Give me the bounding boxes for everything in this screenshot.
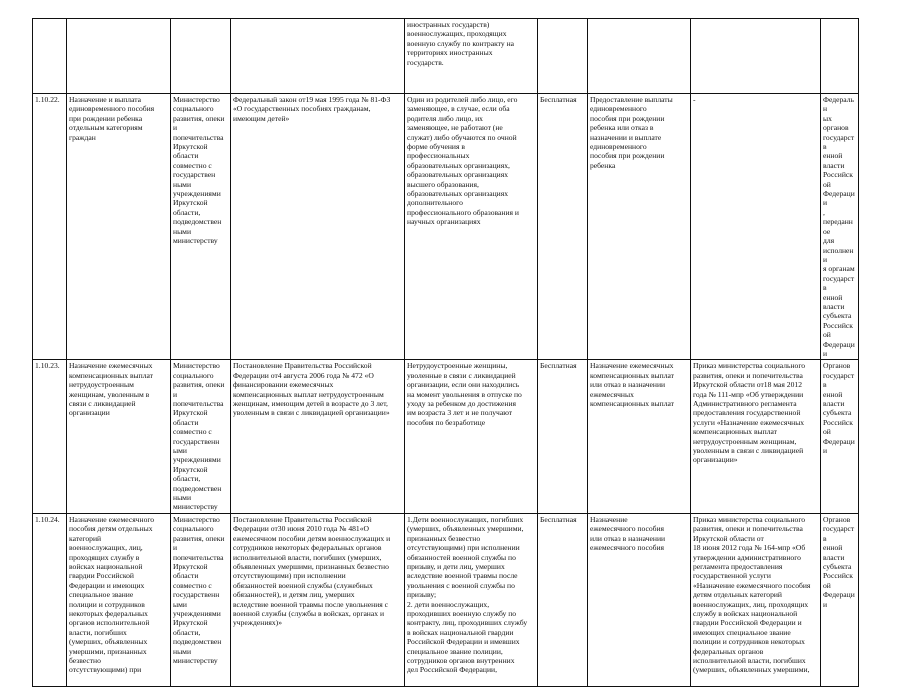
cell-result xyxy=(588,19,691,94)
cell-provider: Министерство социального развития, опеки и попечительства Иркутской области совместно с государственн ыми учреждениями Иркутской области, подведомствен ными министерству xyxy=(171,513,231,686)
cell-payment xyxy=(538,19,588,94)
table-row xyxy=(33,513,859,686)
cell-legal-basis xyxy=(231,19,405,94)
cell-regulation: Приказ министерства социального развития, опеки и попечительства Иркутской области от18 мая 2012 года № 111-мпр «Об утверждении Административного регламента предоставления государственной услуги «Назначение ежемесячных компенсационных выплат нетрудоустроенным женщинам, уволенным в связи с ликвидацией организации» xyxy=(691,360,821,514)
cell-result: Назначение ежемесячных компенсационных выплат или отказ в назначении ежемесячных компенсационных выплат xyxy=(588,360,691,514)
cell-service-name: Назначение ежемесячных компенсационных выплат нетрудоустроенным женщинам, уволенным в связи с ликвидацией организации xyxy=(67,360,171,514)
cell-service-name xyxy=(67,19,171,94)
cell-result: Назначение ежемесячного пособия или отказ в назначении ежемесячного пособия xyxy=(588,513,691,686)
cell-recipients: иностранных государств) военнослужащих, проходящих военную службу по контракту на территориях иностранных государств. xyxy=(405,19,538,94)
cell-provider: Министерство социального развития, опеки и попечительства Иркутской области совместно с государственн ыми учреждениями Иркутской области, подведомствен ными министерству xyxy=(171,360,231,514)
cell-service-name: Назначение и выплата единовременного пособия при рождении ребенка отдельным категориям граждан xyxy=(67,94,171,360)
cell-legal-basis: Постановление Правительства Российской Федерации от4 августа 2006 года № 472 «О финансировании ежемесячных компенсационных выплат нетрудоустроенным женщинам, имеющим детей в возрасте до 3 лет, уволенным в связи с ликвидацией организации» xyxy=(231,360,405,514)
table-row xyxy=(33,19,859,94)
cell-provider xyxy=(171,19,231,94)
cell-number: 1.10.22. xyxy=(33,94,67,360)
cell-payment: Бесплатная xyxy=(538,513,588,686)
services-table-page xyxy=(32,18,858,675)
cell-recipients: Нетрудоустроенные женщины, уволенные в связи с ликвидацией организации, если они находились на момент увольнения в отпуске по уходу за ребенком до достижения им возраста 3 лет и не получают пособия по безработице xyxy=(405,360,538,514)
cell-regulation: Приказ министерства социального развития, опеки и попечительства Иркутской области от 18 июня 2012 года № 164-мпр «Об утверждении административного регламента предоставления государственной услуги «Назначение ежемесячного пособия детям отдельных категорий военнослужащих, лиц, проходящих службу в войсках национальной гвардии Российской Федерации и имеющих специальное звание полиции и сотрудников некоторых федеральных органов исполнительной власти, погибших (умерших, объявленных умершими, xyxy=(691,513,821,686)
cell-authority: Органов государств енной власти субъекта Российской Федерации xyxy=(821,513,859,686)
cell-authority: Органов государств енной власти субъекта Российской Федерации xyxy=(821,360,859,514)
cell-number xyxy=(33,19,67,94)
cell-service-name: Назначение ежемесячного пособия детям отдельных категорий военнослужащих, лиц, проходящих службу в войсках национальной гвардии Российской Федерации и имеющих специальное звание полиции и сотрудников некоторых федеральных органов исполнительной власти, погибших (умерших, объявленных умершими, признанных безвестно отсутствующими) при xyxy=(67,513,171,686)
cell-legal-basis: Постановление Правительства Российской Федерации от30 июня 2010 года № 481«О ежемесячном пособии детям военнослужащих и сотрудников некоторых федеральных органов исполнительной власти, погибших (умерших, объявленных умершими, признанных безвестно отсутствующими) при исполнении обязанностей военной службы (служебных обязанностей), и детям лиц, умерших вследствие военной травмы после увольнения с военной службы (службы в войсках, органах и учреждениях)» xyxy=(231,513,405,686)
cell-recipients: Один из родителей либо лицо, его заменяющее, в случае, если оба родителя либо лицо, их заменяющее, не работают (не служат) либо обучаются по очной форме обучения в профессиональных образовательных организациях, образовательных организациях высшего образования, образовательных организациях дополнительного профессионального образования и научных организациях xyxy=(405,94,538,360)
cell-regulation: - xyxy=(691,94,821,360)
cell-authority xyxy=(821,19,859,94)
cell-regulation xyxy=(691,19,821,94)
cell-payment: Бесплатная xyxy=(538,94,588,360)
cell-legal-basis: Федеральный закон от19 мая 1995 года № 81-ФЗ «О государственных пособиях гражданам, имеющим детей» xyxy=(231,94,405,360)
cell-authority: Федеральн ых органов государств енной власти Российской Федерации , переданное для исполнени я органам государств енной власти субъекта Российской Федерации xyxy=(821,94,859,360)
services-table xyxy=(32,18,859,687)
table-row xyxy=(33,94,859,360)
cell-result: Предоставление выплаты единовременного пособия при рождении ребенка или отказ в назначении и выплате единовременного пособия при рождении ребенка xyxy=(588,94,691,360)
cell-payment: Бесплатная xyxy=(538,360,588,514)
cell-provider: Министерство социального развития, опеки и попечительства Иркутской области совместно с государствен ными учреждениями Иркутской области, подведомствен ными министерству xyxy=(171,94,231,360)
cell-number: 1.10.23. xyxy=(33,360,67,514)
cell-number: 1.10.24. xyxy=(33,513,67,686)
cell-recipients: 1.Дети военнослужащих, погибших (умерших, объявленных умершими, признанных безвестно отсутствующими) при исполнении обязанностей военной службы по призыву, и дети лиц, умерших вследствие военной травмы после увольнения с военной службы по призыву; 2. дети военнослужащих, проходивших военную службу по контракту, лиц, проходивших службу в войсках национальной гвардии Российской Федерации и имевших специальное звание полиции, сотрудников органов внутренних дел Российской Федерации, xyxy=(405,513,538,686)
table-row xyxy=(33,360,859,514)
